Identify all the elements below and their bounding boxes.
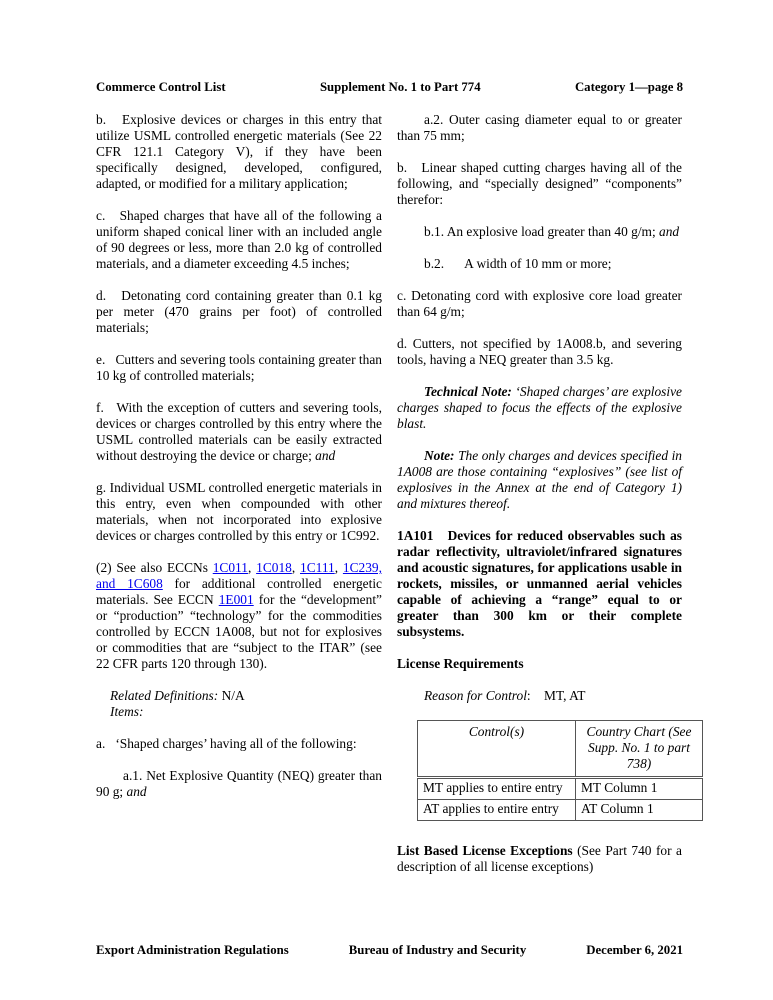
technical-note bbox=[397, 384, 682, 432]
para-1a008-c bbox=[96, 208, 382, 272]
para-1a008-b bbox=[96, 112, 382, 192]
para-item-c bbox=[397, 288, 682, 320]
table-row-mt bbox=[418, 778, 703, 800]
text-run: , bbox=[291, 560, 301, 575]
para-item-a1 bbox=[96, 768, 382, 800]
text-run: c. Shaped charges that have all of the following a uniform shaped conical liner with an included angle of 90 degrees or less, more than 2.0 kg of controlled materials, and a diameter exceeding 4.5 inches; bbox=[96, 208, 382, 271]
text-run: Technical Note: bbox=[424, 384, 512, 399]
para-1a008-d bbox=[96, 288, 382, 336]
para-1a008-f bbox=[96, 400, 382, 464]
para-1a008-g bbox=[96, 480, 382, 544]
text-run: g. Individual USML controlled energetic materials in this entry, even when compounded with other materials, when not incorporated into explosive devices or charges controlled by this entry or 1C992. bbox=[96, 480, 382, 543]
text-run: for the “development” or “production” “technology” for the commodities controlled by ECCN 1A008, but not for explosives or commodities that are “subject to the ITAR” (see 22 CFR parts 120 through 130). bbox=[96, 592, 382, 671]
text-run: , bbox=[247, 560, 257, 575]
table-header-row bbox=[418, 721, 703, 778]
text-run: Items: bbox=[110, 704, 144, 719]
table-cell-at-column: AT Column 1 bbox=[576, 800, 703, 821]
para-item-b bbox=[397, 160, 682, 208]
text-run: b.1. An explosive load greater than 40 g/m; bbox=[424, 224, 660, 239]
text-run: e. Cutters and severing tools containing greater than 10 kg of controlled materials; bbox=[96, 352, 382, 383]
note bbox=[397, 448, 682, 512]
table-cell-mt-control: MT applies to entire entry bbox=[418, 778, 576, 800]
footer-center-title: Bureau of Industry and Security bbox=[348, 943, 527, 957]
text-run: d. Detonating cord containing greater than 0.1 kg per meter (470 grains per foot) of controlled materials; bbox=[96, 288, 382, 335]
link-1C018[interactable]: 1C018 bbox=[256, 560, 292, 575]
para-item-b2 bbox=[397, 256, 682, 272]
header-left-title: Commerce Control List bbox=[96, 80, 226, 94]
text-run: ‘Shaped charges’ are explosive charges shaped to focus the effects of the explosive blast. bbox=[397, 384, 682, 431]
list-based-license-exceptions bbox=[397, 843, 682, 875]
text-run: N/A bbox=[218, 688, 245, 703]
text-run: : MT, AT bbox=[526, 688, 586, 703]
heading-1a101 bbox=[397, 528, 682, 640]
text-run: d. Cutters, not specified by 1A008.b, and severing tools, having a NEQ greater than 3.5 kg. bbox=[397, 336, 682, 367]
license-requirements-table bbox=[417, 720, 703, 821]
text-run: and bbox=[126, 784, 147, 799]
para-item-d bbox=[397, 336, 682, 368]
footer-left-title: Export Administration Regulations bbox=[96, 943, 289, 957]
text-run: , bbox=[334, 560, 343, 575]
text-run: f. With the exception of cutters and severing tools, devices or charges controlled by this entry where the USML controlled materials can be easily extracted without destroying the device or charge; bbox=[96, 400, 382, 463]
items-label bbox=[110, 704, 382, 720]
header-center-title: Supplement No. 1 to Part 774 bbox=[319, 80, 481, 94]
page-footer bbox=[96, 943, 683, 958]
para-1a008-e bbox=[96, 352, 382, 384]
text-run: a.1. Net Explosive Quantity (NEQ) greater than 90 g; bbox=[96, 768, 382, 799]
table-cell-mt-column: MT Column 1 bbox=[576, 778, 703, 800]
text-run: (See Part 740 for a description of all license exceptions) bbox=[397, 843, 682, 874]
header-right-page-number: Category 1—page 8 bbox=[574, 80, 683, 94]
text-run: License Requirements bbox=[397, 656, 524, 671]
text-run: b.2. A width of 10 mm or more; bbox=[424, 256, 612, 271]
text-run: and bbox=[659, 224, 680, 239]
related-definitions-block bbox=[110, 688, 382, 720]
text-run: a.2. Outer casing diameter equal to or greater than 75 mm; bbox=[397, 112, 682, 143]
document-body bbox=[96, 112, 692, 891]
table-header-country-chart: Country Chart (See Supp. No. 1 to part 738) bbox=[576, 721, 703, 778]
text-run: 1A101 Devices for reduced observables such as radar reflectivity, ultraviolet/infrared signatures and acoustic signatures, for applications usable in rockets, missiles, or unmanned aerial vehicles capable of achieving a “range” equal to or greater than 300 km or their complete subsystems. bbox=[397, 528, 682, 639]
page-header bbox=[96, 80, 683, 95]
link-1C011[interactable]: 1C011 bbox=[212, 560, 248, 575]
text-run: a. ‘Shaped charges’ having all of the following: bbox=[96, 736, 357, 751]
para-item-a bbox=[96, 736, 382, 752]
para-see-also-eccns bbox=[96, 560, 382, 672]
text-run: (2) See also ECCNs bbox=[96, 560, 213, 575]
left-column bbox=[96, 112, 382, 891]
text-run: b. Linear shaped cutting charges having all of the following, and “specially designed” “components” therefor: bbox=[397, 160, 682, 207]
table-row-at bbox=[418, 800, 703, 821]
text-run: Reason for Control bbox=[424, 688, 527, 703]
reason-for-control-line bbox=[397, 688, 682, 704]
table-header-controls: Control(s) bbox=[418, 721, 576, 778]
related-definitions-line bbox=[110, 688, 382, 704]
para-item-a2 bbox=[397, 112, 682, 144]
text-run: Related Definitions: bbox=[110, 688, 219, 703]
link-1E001[interactable]: 1E001 bbox=[218, 592, 254, 607]
license-requirements-heading bbox=[397, 656, 682, 672]
link-1C239-1C608[interactable]: 1C239, and 1C608 bbox=[96, 560, 382, 591]
text-run: Note: bbox=[424, 448, 455, 463]
text-run: and bbox=[315, 448, 336, 463]
text-run: List Based License Exceptions bbox=[397, 843, 573, 858]
footer-date: December 6, 2021 bbox=[586, 943, 683, 957]
right-column bbox=[397, 112, 692, 891]
table-cell-at-control: AT applies to entire entry bbox=[418, 800, 576, 821]
text-run: b. Explosive devices or charges in this entry that utilize USML controlled energetic materials (See 22 CFR 121.1 Category V), if they have been specifically designed, developed, configured, adapted, or modified for a military application; bbox=[96, 112, 382, 191]
link-1C111[interactable]: 1C111 bbox=[300, 560, 335, 575]
text-run: for additional controlled energetic materials. See ECCN bbox=[96, 576, 382, 607]
text-run: c. Detonating cord with explosive core load greater than 64 g/m; bbox=[397, 288, 682, 319]
text-run: The only charges and devices specified in 1A008 are those containing “explosives” (see list of explosives in the Annex at the end of Category 1) and mixtures thereof. bbox=[397, 448, 682, 511]
para-item-b1 bbox=[397, 224, 682, 240]
